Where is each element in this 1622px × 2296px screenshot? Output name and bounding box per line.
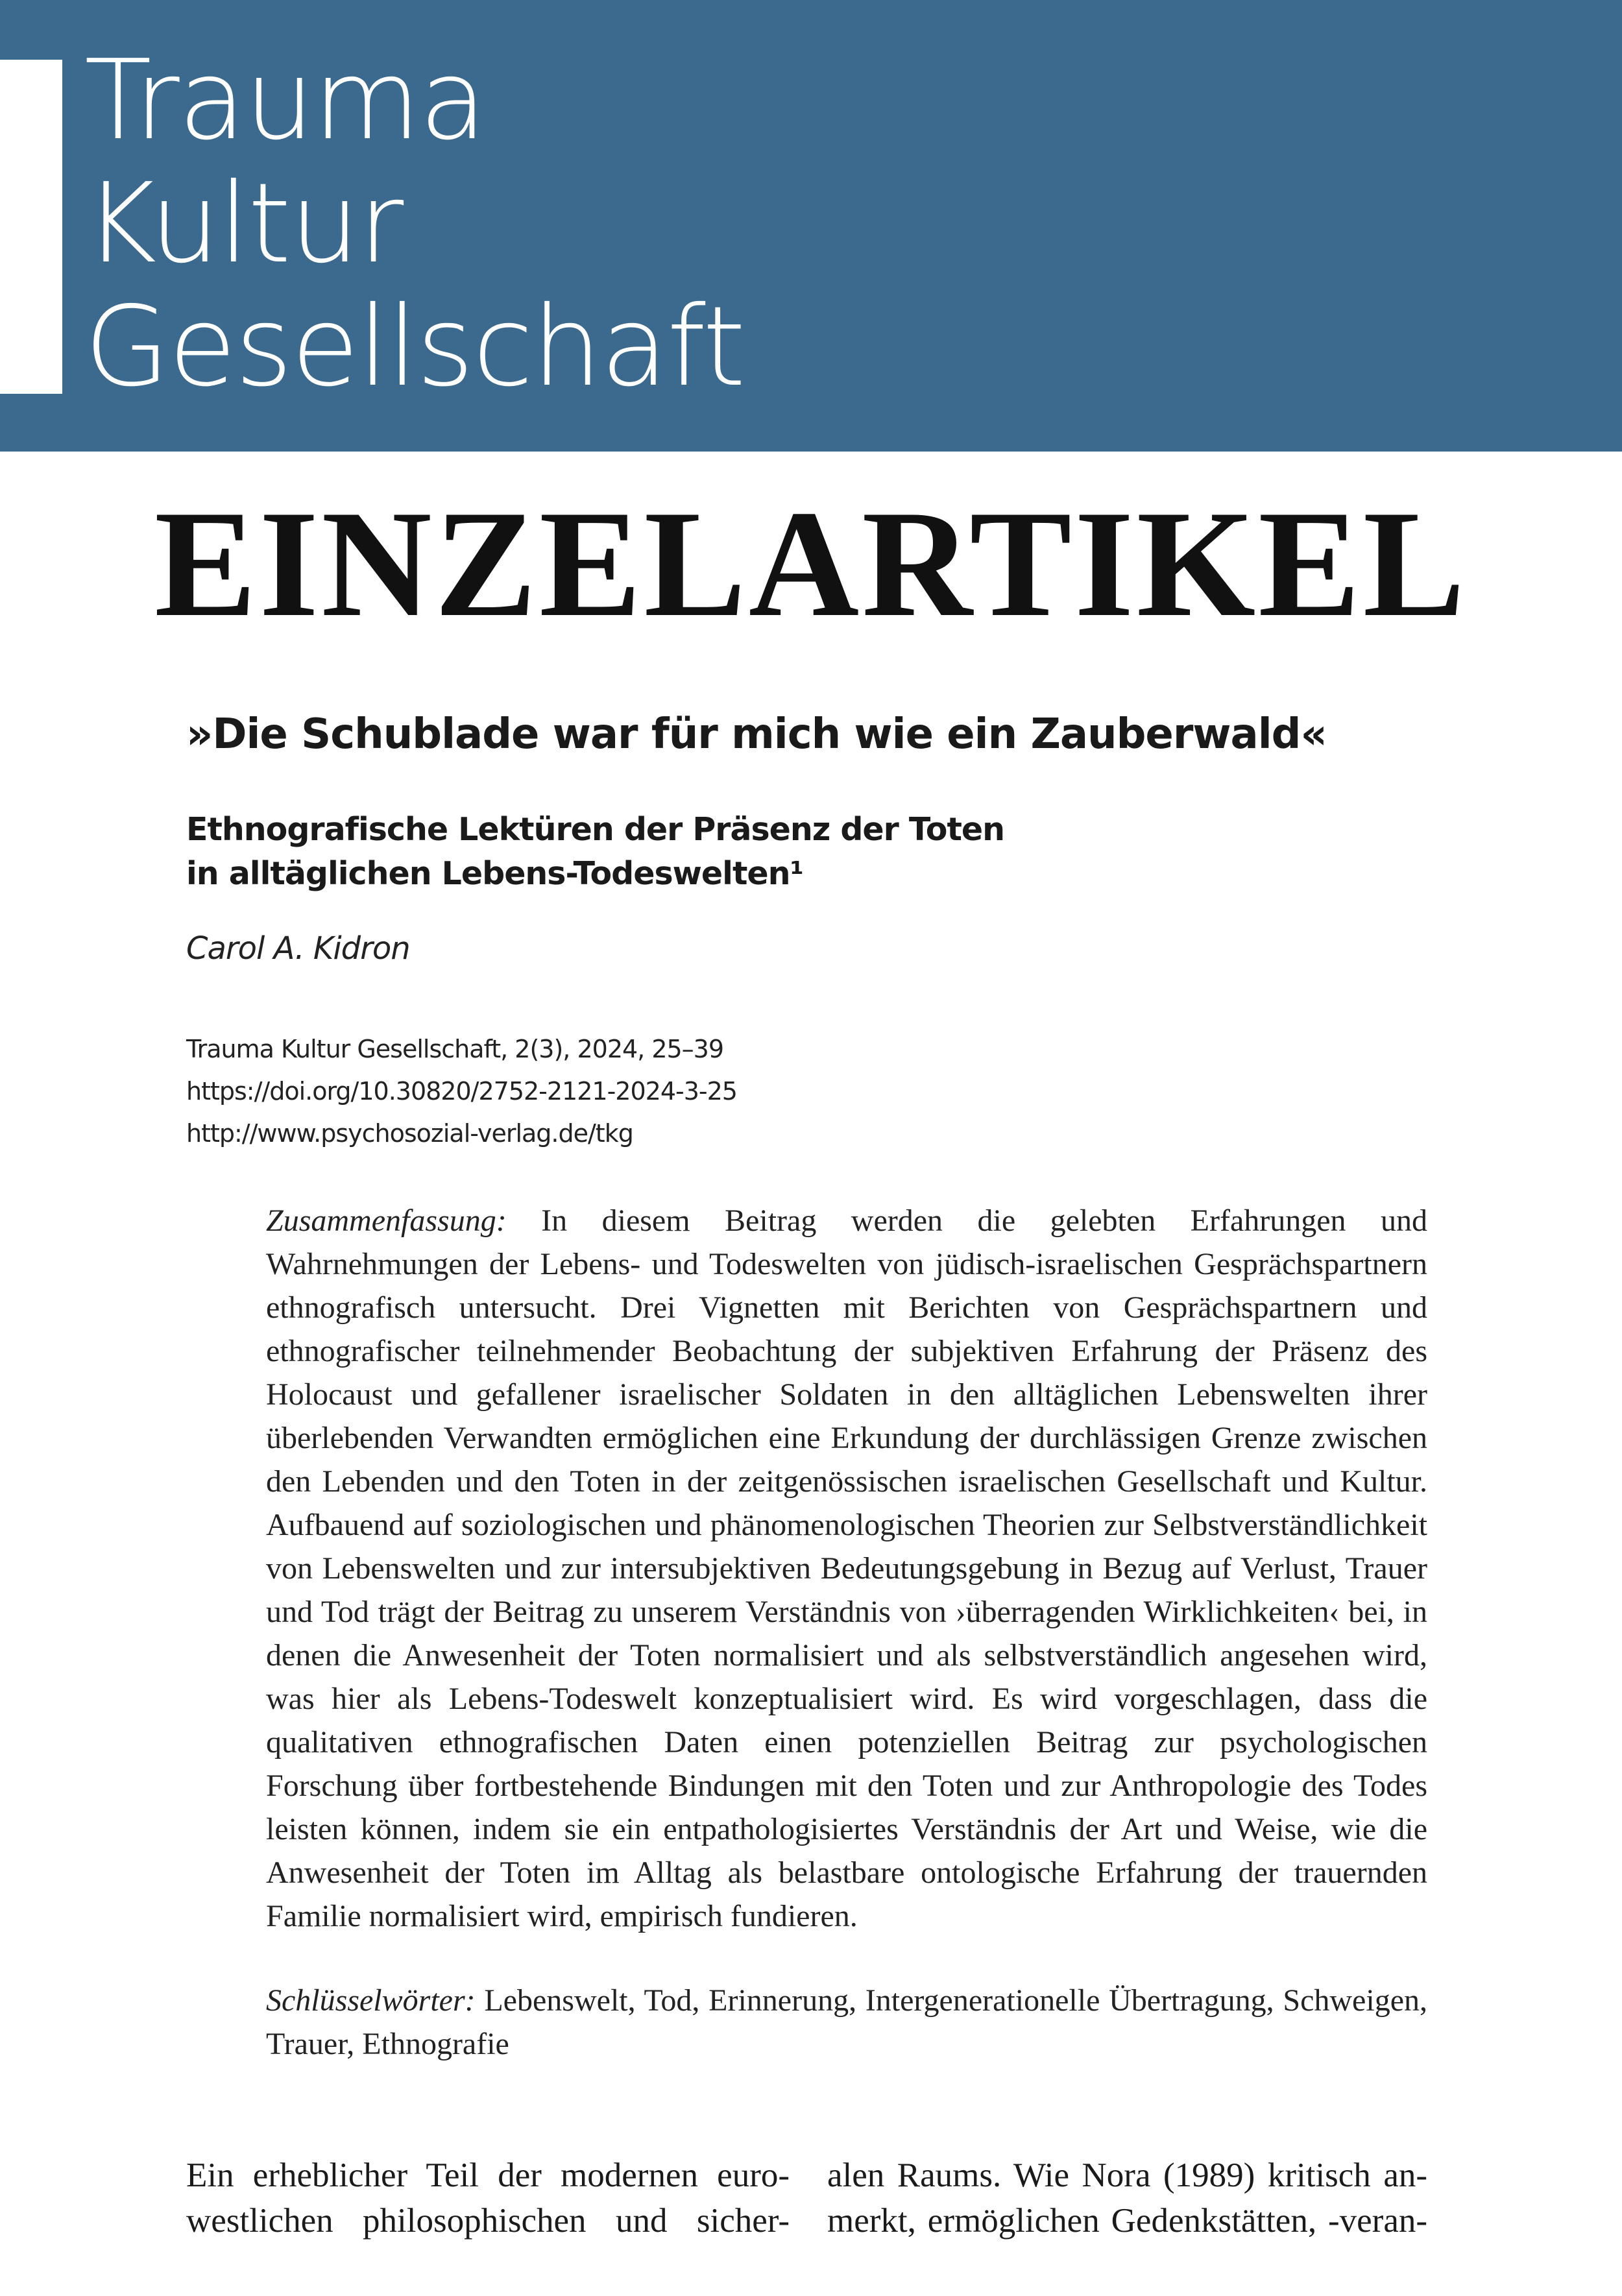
banner-accent-bar xyxy=(0,60,62,394)
body-line: Ein erheblicher Teil der modernen euro- xyxy=(186,2157,790,2194)
body-line: merkt, ermöglichen Gedenkstätten, -veran- xyxy=(827,2202,1427,2240)
citation-text: Trauma Kultur Gesellschaft, 2(3), 2024, 25–39 xyxy=(186,1035,724,1063)
subtitle-line: in alltäglichen Lebens-Todeswelten¹ xyxy=(186,855,803,892)
body-column-left xyxy=(186,2153,790,2243)
journal-title-line: Trauma xyxy=(84,36,486,165)
subtitle-line: Ethnografische Lektüren der Präsenz der Toten xyxy=(186,811,1005,848)
body-column-right xyxy=(827,2153,1427,2243)
journal-title xyxy=(84,36,745,411)
abstract-text: In diesem Beitrag werden die gelebten Erfahrungen und Wahrnehmungen der Lebens- und Todeswelten von jüdisch-israelischen Gesprächspartnern ethnografisch untersucht. Drei Vignetten mit Berichten von Gesprächspartnern und ethnografischer teilnehmender Beobachtung der subjektiven Erfahrung der Präsenz des Holocaust und gefallener israelischer Soldaten in den alltäglichen Lebenswelten ihrer überlebenden Verwandten ermöglichen eine Erkundung der durchlässigen Grenze zwischen den Lebenden und den Toten in der zeitgenössischen israelischen Gesellschaft und Kultur. Aufbauend auf soziologischen und phänomenologischen Theorien zur Selbstverständlichkeit von Lebenswelten und zur intersubjektiven Bedeutungsgebung in Bezug auf Verlust, Trauer und Tod trägt der Beitrag zu unserem Verständnis von ›überragenden Wirklichkeiten‹ bei, in denen die Anwesenheit der Toten normalisiert und als selbstverständlich angesehen wird, was hier als Lebens-Todeswelt konzeptualisiert wird. Es wird vorgeschlagen, dass die qualitativen ethnografischen Daten einen potenziellen Beitrag zur psychologischen Forschung über fortbestehende Bindungen mit den Toten und zur Anthropologie des Todes leisten können, indem sie ein entpathologisiertes Verständnis der Art und Weise, wie die Anwesenheit der Toten im Alltag als belastbare ontologische Erfahrung der trauernden Familie normalisiert wird, empirisch fundieren. xyxy=(266,1203,1428,1933)
abstract-label: Zusammenfassung: xyxy=(266,1203,507,1238)
journal-title-line: Gesellschaft xyxy=(84,283,745,411)
citation-block xyxy=(186,1028,737,1155)
publisher-link[interactable]: http://www.psychosozial-verlag.de/tkg xyxy=(186,1119,633,1148)
document-type-label: EINZELARTIKEL xyxy=(154,479,1468,649)
author-name: Carol A. Kidron xyxy=(186,930,410,967)
article-subtitle xyxy=(186,808,1004,896)
keywords-text: Lebenswelt, Tod, Erinnerung, Intergenerationelle Übertragung, Schweigen, Trauer, Ethnografie xyxy=(266,1983,1428,2061)
keywords-label: Schlüsselwörter: xyxy=(266,1983,476,2018)
abstract xyxy=(266,1199,1427,1938)
body-line: westlichen philosophischen und sicher- xyxy=(186,2202,790,2240)
article-title: »Die Schublade war für mich wie ein Zauberwald« xyxy=(186,710,1327,758)
journal-title-line: Kultur xyxy=(84,160,403,288)
doi-link[interactable]: https://doi.org/10.30820/2752-2121-2024-3-25 xyxy=(186,1077,737,1106)
keywords xyxy=(266,1979,1427,2066)
journal-banner xyxy=(0,0,1622,452)
body-line: alen Raums. Wie Nora (1989) kritisch an- xyxy=(827,2157,1427,2194)
